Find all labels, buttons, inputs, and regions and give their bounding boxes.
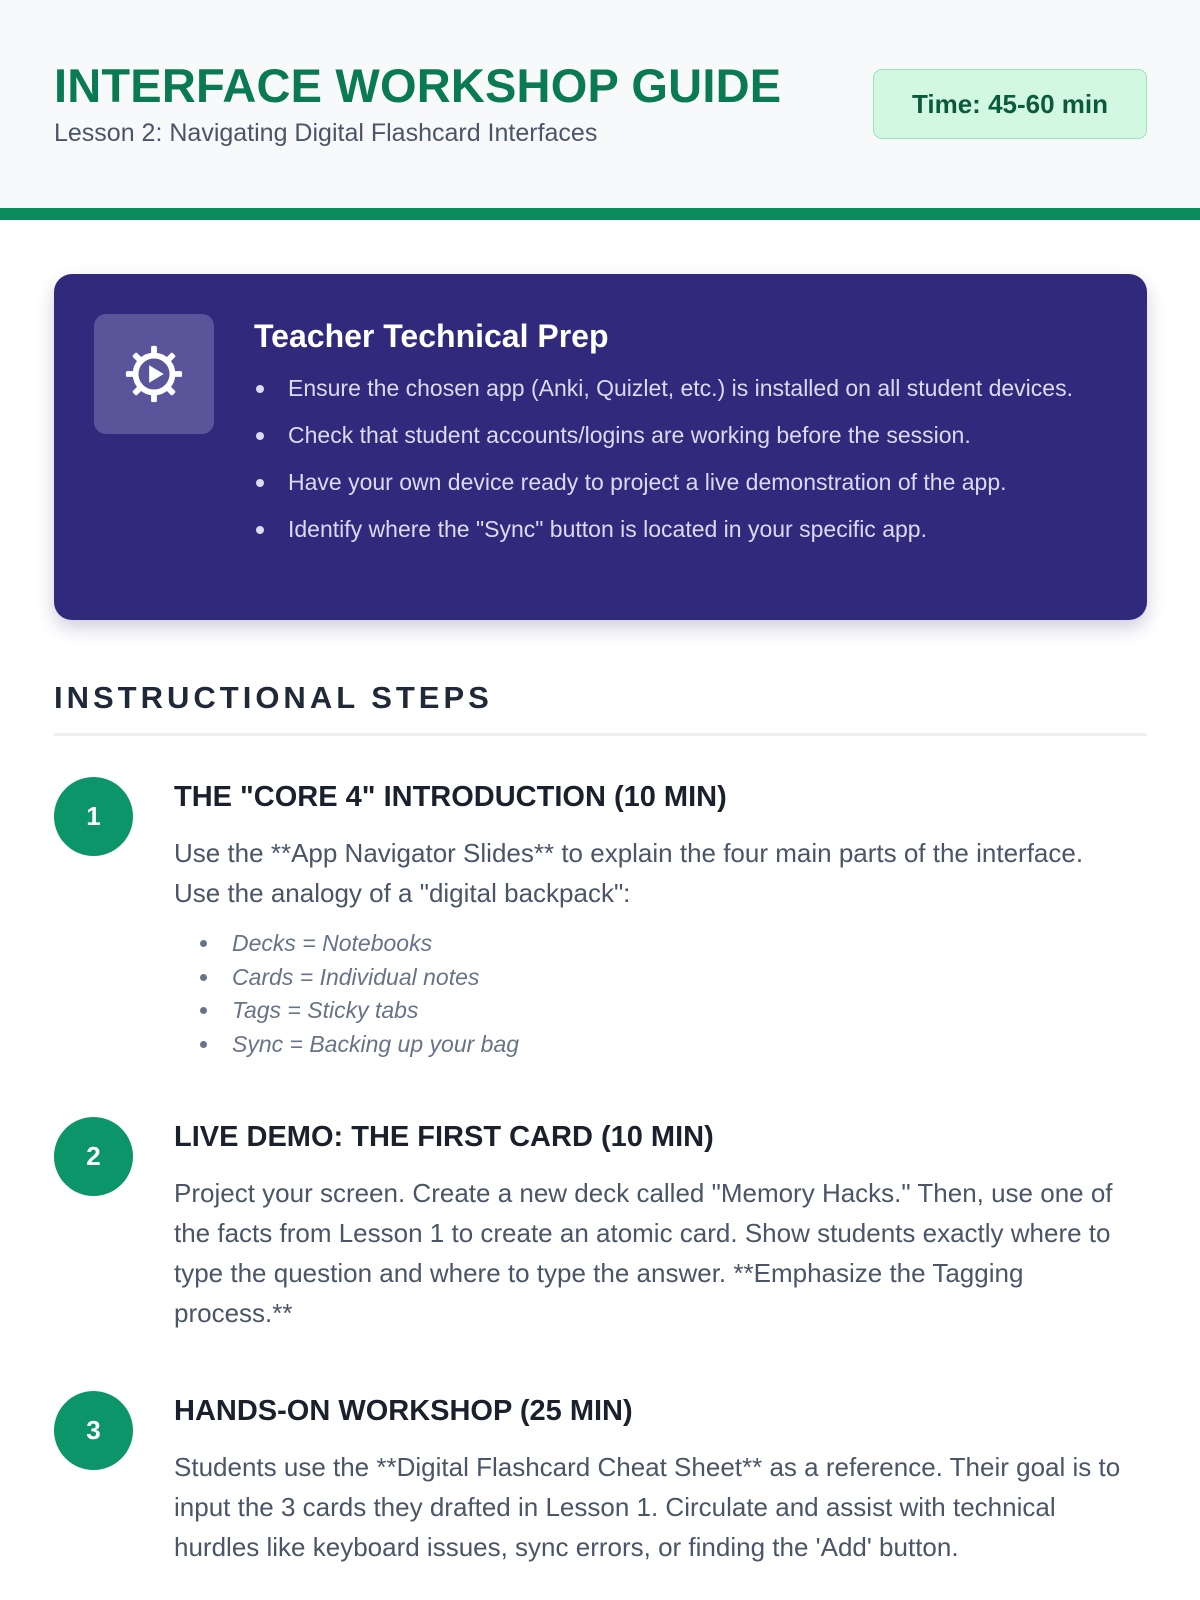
teacher-prep-card bbox=[54, 274, 1147, 620]
step-title: HANDS-ON WORKSHOP (25 MIN) bbox=[174, 1395, 633, 1427]
analogy-item: Decks = Notebooks bbox=[200, 927, 519, 961]
analogy-item: Cards = Individual notes bbox=[200, 961, 519, 995]
page-subtitle: Lesson 2: Navigating Digital Flashcard Interfaces bbox=[54, 119, 598, 147]
section-divider bbox=[54, 733, 1147, 736]
analogy-item: Tags = Sticky tabs bbox=[200, 994, 519, 1028]
prep-item: Have your own device ready to project a live demonstration of the app. bbox=[254, 466, 1104, 499]
prep-item: Ensure the chosen app (Anki, Quizlet, etc.) is installed on all student devices. bbox=[254, 372, 1104, 405]
step-number-badge: 3 bbox=[54, 1391, 133, 1470]
step-description: Project your screen. Create a new deck called "Memory Hacks." Then, use one of the facts from Lesson 1 to create an atomic card. Show students exactly where to type the question and where to type the answer. **Emphasize the Tagging process.** bbox=[174, 1178, 1113, 1328]
prep-item: Identify where the "Sync" button is located in your specific app. bbox=[254, 513, 1104, 546]
page-title: INTERFACE WORKSHOP GUIDE bbox=[54, 59, 782, 112]
analogy-item: Sync = Backing up your bag bbox=[200, 1028, 519, 1062]
gear-icon bbox=[123, 343, 185, 405]
prep-title: Teacher Technical Prep bbox=[254, 318, 609, 354]
step-number-badge: 1 bbox=[54, 777, 133, 856]
step-title: THE "CORE 4" INTRODUCTION (10 MIN) bbox=[174, 781, 727, 813]
step-number-badge: 2 bbox=[54, 1117, 133, 1196]
step-description: Use the **App Navigator Slides** to explain the four main parts of the interface. Use the analogy of a "digital backpack": bbox=[174, 838, 1084, 908]
time-badge: Time: 45-60 min bbox=[873, 69, 1147, 139]
prep-checklist bbox=[254, 372, 1104, 560]
step-description: Students use the **Digital Flashcard Cheat Sheet** as a reference. Their goal is to input the 3 cards they drafted in Lesson 1. Circulate and assist with technical hurdles like keyboard issues, sync errors, or finding the 'Add' button. bbox=[174, 1452, 1121, 1562]
prep-icon-box bbox=[94, 314, 214, 434]
section-heading: INSTRUCTIONAL STEPS bbox=[54, 680, 493, 715]
prep-item: Check that student accounts/logins are working before the session. bbox=[254, 419, 1104, 452]
page-header bbox=[0, 0, 1200, 220]
analogy-list bbox=[200, 927, 519, 1061]
step-title: LIVE DEMO: THE FIRST CARD (10 MIN) bbox=[174, 1121, 714, 1153]
